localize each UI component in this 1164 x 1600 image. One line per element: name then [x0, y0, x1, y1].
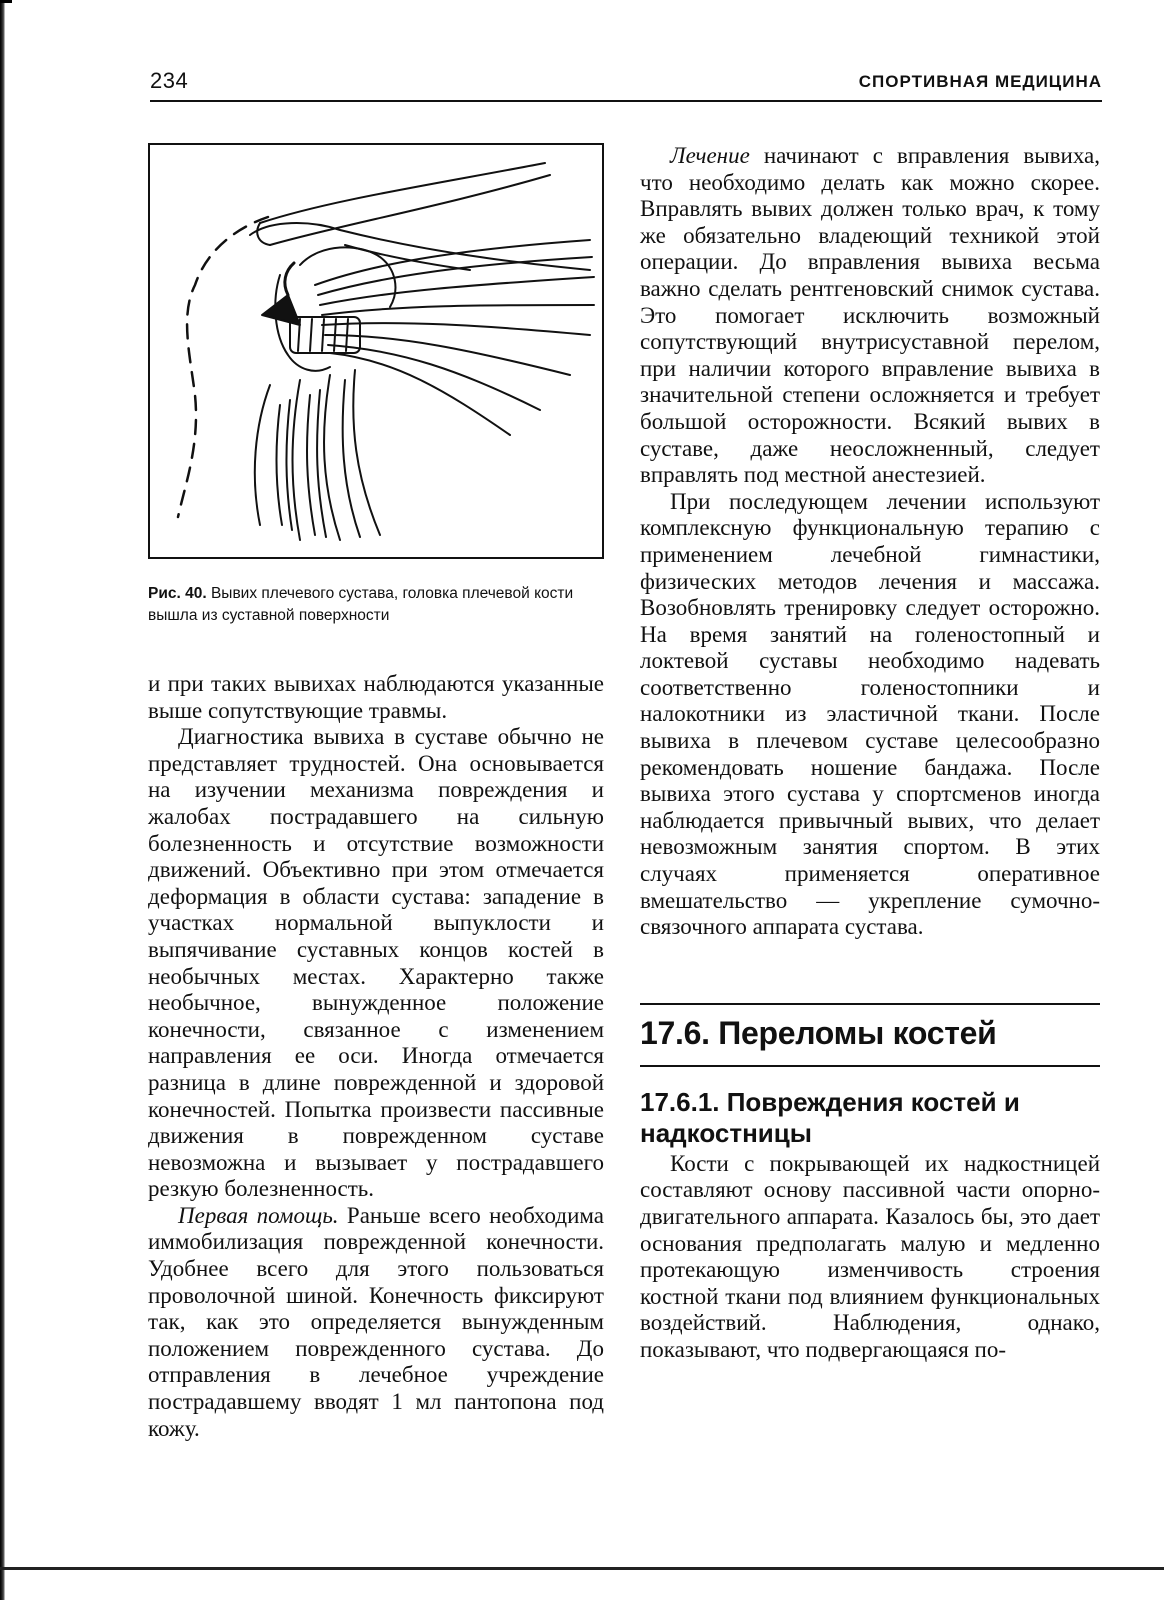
left-column [148, 143, 604, 1442]
figure-label: Рис. 40. [148, 585, 207, 602]
section-title: 17.6. Переломы костей [640, 1014, 997, 1051]
section-rule-top [640, 1003, 1100, 1005]
right-column [640, 143, 1100, 1364]
paragraph: Кости с покрывающей их надкостницей составляют основу пассивной части опорно-двигательного аппарата. Казалось бы, это дает основания предполагать малую и медленно протекающую изменчивость строения костной ткани под влиянием функциональных воздействий. Наблюдения, однако, показывают, что подвергающаяся по- [640, 1150, 1100, 1362]
displacement-arrow [262, 295, 300, 325]
scan-left-edge [0, 0, 5, 1600]
paragraph-lead-italic: Первая помощь. [178, 1202, 339, 1228]
humerus-shaft-outline [255, 385, 270, 525]
shoulder-illustration [150, 145, 602, 557]
running-title: СПОРТИВНАЯ МЕДИЦИНА [858, 72, 1102, 91]
humeral-head-outline [275, 275, 330, 371]
page-header [150, 66, 1102, 102]
paragraph: Диагностика вывиха в суставе обычно не представляет трудностей. Она основывается на изучении механизма повреждения и жалобах пострадавшего на сильную болезненность и отсутствие возможности движений. Объективно при этом отмечается деформация в области сустава: западение в участках нормальной выпуклости и выпячивание суставных концов костей в необычных местах. Характерно также необычное, вынужденное положение конечности, связанное с изменением направления ее оси. Иногда отмечается разница в длине поврежденной и здоровой конечностей. Попытка произвести пассивные движения в поврежденном суставе невозможна и вызывает у пострадавшего резкую болезненность. [148, 724, 604, 1202]
figure-caption-text: Вывих плечевого сустава, головка плечевой кости вышла из суставной поверхности [148, 585, 574, 624]
subsection-title: 17.6.1. Повреждения костей и надкостницы [640, 1086, 1020, 1148]
paragraph-lead-italic: Лечение [670, 143, 750, 168]
paragraph [640, 143, 1100, 489]
page-number: 234 [150, 68, 189, 93]
scan-top-mark [0, 0, 12, 3]
figure-shoulder-dislocation [148, 143, 604, 559]
section-rule-bottom [640, 1065, 1100, 1067]
paragraph-body: Раньше всего необходима иммобилизация поврежденной конечности. Удобнее всего для этого пользоваться проволочной шиной. Конечность фиксируют так, как это определяется вынужденным положением поврежденного сустава. До отправления в лечебное учреждение пострадавшему вводят 1 мл пантопона под кожу. [148, 1202, 605, 1441]
scan-bottom-edge [0, 1567, 1164, 1570]
left-column-text [148, 671, 604, 1442]
figure-caption [148, 583, 604, 627]
paragraph: и при таких вывихах наблюдаются указанные выше сопутствующие травмы. [148, 671, 604, 723]
paragraph [148, 1203, 604, 1442]
paragraph: При последующем лечении используют комплексную функциональную терапию с применением лечебной гимнастики, физических методов лечения и массажа. Возобновлять тренировку следует осторожно. На время занятий на голеностопный и локтевой суставы необходимо надевать соответственно голеностопники и налокотники из эластичной ткани. После вывиха в плечевом суставе целесообразно рекомендовать ношение бандажа. После вывиха этого сустава у спортсменов иногда наблюдается привычный вывих, что делает невозможным занятия спортом. В этих случаях применяется оперативное вмешательство — укрепление сумочно-связочного аппарата сустава. [640, 488, 1100, 940]
paragraph-body: начинают с вправления вывиха, что необходимо делать как можно скорее. Вправлять вывих должен только врач, к тому же обязательно владеющий техникой этой операции. До вправления вывиха весьма важно сделать рентгеновский снимок сустава. Это помогает исключить возможный сопутствующий внутрисуставной перелом, при наличии которого вправление вывиха в значительной степени осложняется и требует большой осторожности. Всякий вывих в суставе, даже неосложненный, следует вправлять под местной анестезией. [640, 143, 1100, 488]
clavicle-outline [260, 163, 545, 223]
section-heading-block [640, 1003, 1100, 1149]
